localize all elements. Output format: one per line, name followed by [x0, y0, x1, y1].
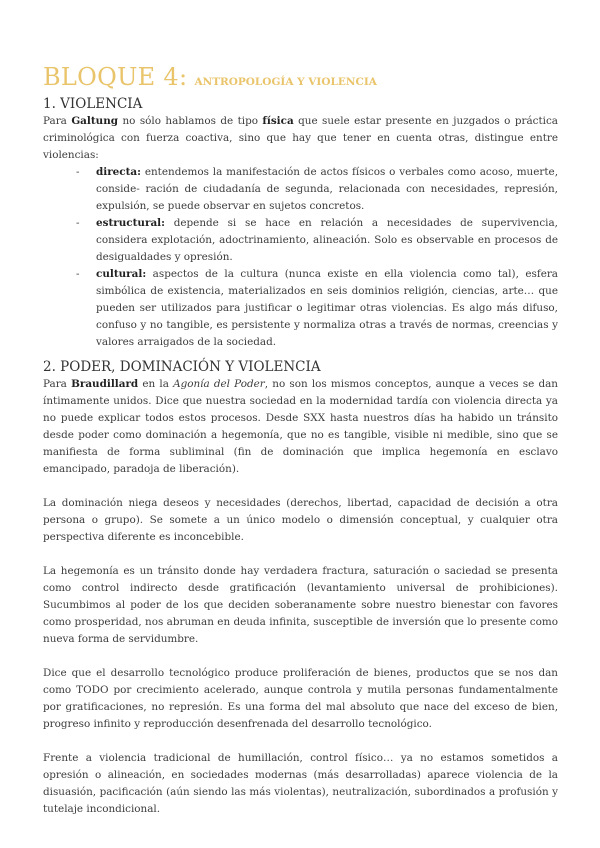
dash-bullet: - — [76, 268, 80, 280]
violence-types-list — [43, 164, 558, 351]
p1-author: Braudillard — [71, 378, 139, 390]
item-term: cultural: — [96, 268, 147, 280]
p1-text-c: en la — [138, 378, 174, 390]
paragraph-gap — [43, 648, 558, 665]
section2-p1 — [43, 376, 558, 478]
intro-text-c: no sólo hablamos de tipo — [118, 115, 263, 127]
section2-p5: Frente a violencia tradicional de humillación, control físico… ya no estamos sometidos a opresión o alineación, en sociedades modernas (más desarrolladas) aparece violencia de la disuasión, pacificación (aún siendo las más violentas), neutralización, subordinados a profusión y tutelaje incondicional. — [43, 752, 558, 815]
item-text: depende si se hace en relación a necesidades de supervivencia, considera explotación, adoctrinamiento, alineación. Solo es observable en procesos de desigualdades y opresión. — [96, 217, 558, 263]
document-page — [43, 62, 558, 818]
dash-bullet: - — [76, 166, 80, 178]
title-sub: ANTROPOLOGÍA Y VIOLENCIA — [194, 76, 377, 88]
section2-p4: Dice que el desarrollo tecnológico produce proliferación de bienes, productos que se nos dan como TODO por crecimiento acelerado, aunque controla y mutila personas fundamentalmente por gratificaciones, no represión. Es una forma del mal absoluto que nace del exceso de bien, progreso infinito y reproducción desenfrenada del desarrollo tecnológico. — [43, 667, 558, 730]
section2-p3: La hegemonía es un tránsito donde hay verdadera fractura, saturación o saciedad se presenta como control indirecto desde gratificación (levantamiento universal de prohibiciones). Sucumbimos al poder de los que deciden soberanamente sobre nuestro bienestar con favores como prosperidad, nos abruman en deuda infinita, susceptible de inversión que lo presente como nueva forma de servidumbre. — [43, 565, 558, 645]
intro-text-a: Para — [43, 115, 72, 127]
section1-intro — [43, 113, 558, 164]
intro-text-e: que suele estar presente en juzgados o práctica criminológica con fuerza coactiva, sino que hay que tener en cuenta otras, distingue entre violencias: — [43, 115, 558, 161]
document-title — [43, 62, 558, 92]
item-text: entendemos la manifestación de actos físicos o verbales como acoso, muerte, conside- ración de ciudadanía de segunda, relacionada con necesidades, represión, expulsión, se puede observar en sujetos concretos. — [96, 166, 558, 212]
p1-text-e: , no son los mismos conceptos, aunque a veces se dan íntimamente unidos. Dice que nuestra sociedad en la modernidad tardía con violencia directa ya no puede explicar todos estos procesos. Desde SXX hasta nuestros días ha habido un tránsito desde poder como dominación a hegemonía, que no es tangible, visible ni medible, sino que se manifiesta de forma subliminal (fin de dominación que implica hegemonía en esclavo emancipado, paradoja de liberación). — [43, 378, 558, 475]
intro-author: Galtung — [71, 115, 119, 127]
section2-p2: La dominación niega deseos y necesidades (derechos, libertad, capacidad de decisión a otra persona o grupo). Se somete a un único modelo o dimensión conceptual, y cualquier otra perspectiva diferente es inconcebible. — [43, 497, 558, 543]
list-item — [43, 164, 558, 215]
title-main: BLOQUE 4: — [43, 63, 188, 91]
list-item — [43, 266, 558, 351]
paragraph-gap — [43, 546, 558, 563]
section1-heading: 1. VIOLENCIA — [43, 96, 143, 112]
section2-heading: 2. PODER, DOMINACIÓN Y VIOLENCIA — [43, 359, 321, 375]
list-item — [43, 215, 558, 266]
p1-book-title: Agonía del Poder — [173, 378, 265, 390]
item-term: directa: — [96, 166, 141, 178]
intro-term: física — [262, 115, 294, 127]
item-text: aspectos de la cultura (nunca existe en ella violencia como tal), esfera simbólica de existencia, materializados en seis dominios religión, ciencias, arte… que pueden ser utilizados para justificar o legitimar otras violencias. Es algo más difuso, confuso y no tangible, es persistente y normaliza otras a través de normas, creencias y valores arraigados de la sociedad. — [96, 268, 558, 348]
dash-bullet: - — [76, 217, 80, 229]
item-term: estructural: — [96, 217, 165, 229]
paragraph-gap — [43, 478, 558, 495]
paragraph-gap — [43, 733, 558, 750]
p1-text-a: Para — [43, 378, 72, 390]
